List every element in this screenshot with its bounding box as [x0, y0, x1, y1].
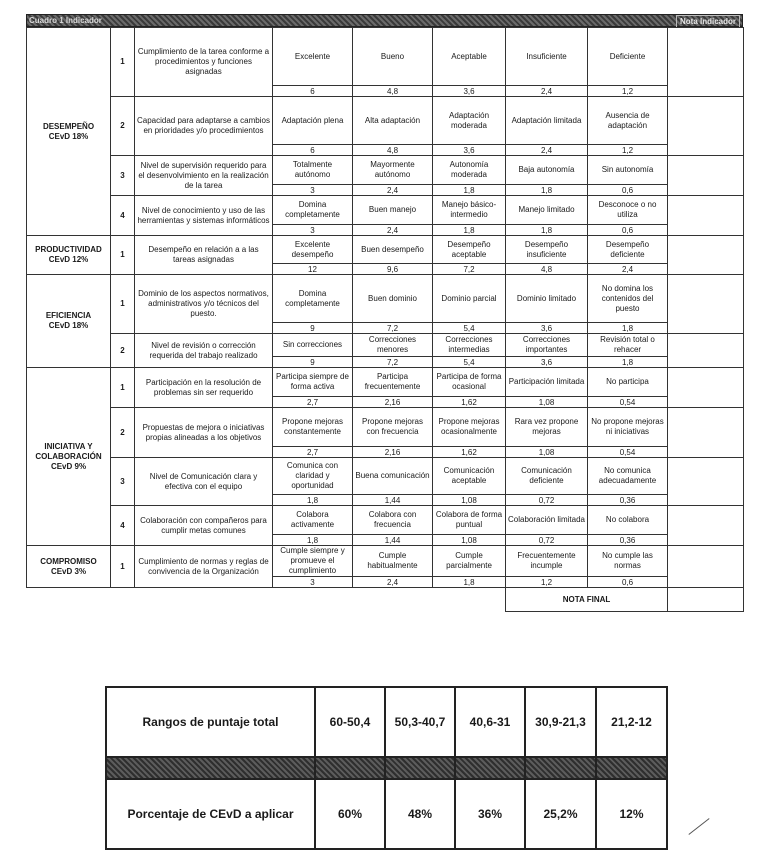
category-cell	[27, 236, 111, 275]
table-header-bar	[26, 14, 743, 27]
category-cell	[27, 368, 111, 546]
level-description: Colabora de forma puntual	[433, 506, 506, 535]
level-description: Aceptable	[433, 28, 506, 86]
level-description: Participa siempre de forma activa	[273, 368, 353, 397]
ranges-label: Rangos de puntaje total	[106, 687, 315, 757]
level-score: 1,8	[588, 357, 668, 368]
criterion-number: 1	[111, 28, 135, 97]
level-description: Manejo básico-intermedio	[433, 196, 506, 225]
criterion-row	[27, 97, 744, 145]
level-description: Mayormente autónomo	[353, 156, 433, 185]
criterion-number: 1	[111, 236, 135, 275]
level-score: 3,6	[433, 145, 506, 156]
level-description: Desempeño insuficiente	[506, 236, 588, 264]
shaded-separator-row	[106, 757, 667, 779]
indicator-score-cell	[668, 458, 744, 506]
criterion-description: Nivel de conocimiento y uso de las herramientas y sistemas informáticos	[135, 196, 273, 236]
level-description: Ausencia de adaptación	[588, 97, 668, 145]
criterion-row	[27, 275, 744, 323]
level-score: 9	[273, 323, 353, 334]
level-score: 1,62	[433, 397, 506, 408]
level-description: Revisión total o rehacer	[588, 334, 668, 357]
level-description: Comunicación aceptable	[433, 458, 506, 495]
level-description: Sin correcciones	[273, 334, 353, 357]
level-score: 5,4	[433, 357, 506, 368]
level-score: 6	[273, 86, 353, 97]
percentage-value: 36%	[455, 779, 525, 849]
criterion-row	[27, 28, 744, 86]
category-weight: CEvD 3%	[50, 566, 87, 576]
criterion-description: Colaboración con compañeros para cumplir metas comunes	[135, 506, 273, 546]
criterion-description: Cumplimiento de la tarea conforme a procedimientos y funciones asignadas	[135, 28, 273, 97]
level-description: Desempeño deficiente	[588, 236, 668, 264]
level-score: 1,08	[433, 535, 506, 546]
level-score: 6	[273, 145, 353, 156]
range-value: 30,9-21,3	[525, 687, 596, 757]
range-value: 40,6-31	[455, 687, 525, 757]
level-score: 0,6	[588, 577, 668, 588]
level-score: 0,6	[588, 185, 668, 196]
level-description: No colabora	[588, 506, 668, 535]
level-score: 1,62	[433, 447, 506, 458]
separator-cell	[106, 757, 315, 779]
criterion-number: 2	[111, 334, 135, 368]
level-score: 3,6	[506, 357, 588, 368]
level-description: Colabora con frecuencia	[353, 506, 433, 535]
level-description: Colabora activamente	[273, 506, 353, 535]
criterion-number: 4	[111, 196, 135, 236]
level-description: Baja autonomía	[506, 156, 588, 185]
level-score: 9	[273, 357, 353, 368]
percentage-value: 48%	[385, 779, 455, 849]
level-score: 9,6	[353, 264, 433, 275]
range-value: 50,3-40,7	[385, 687, 455, 757]
level-score: 2,4	[506, 145, 588, 156]
indicator-score-cell	[668, 334, 744, 368]
level-score: 7,2	[433, 264, 506, 275]
category-name: PRODUCTIVIDAD	[35, 245, 102, 254]
level-description: No domina los contenidos del puesto	[588, 275, 668, 323]
criterion-description: Cumplimiento de normas y reglas de convivencia de la Organización	[135, 546, 273, 588]
score-ranges-table	[105, 686, 668, 850]
level-description: Bueno	[353, 28, 433, 86]
criterion-number: 1	[111, 546, 135, 588]
level-description: Desempeño aceptable	[433, 236, 506, 264]
level-description: Dominio limitado	[506, 275, 588, 323]
criterion-row	[27, 334, 744, 357]
criterion-row	[27, 458, 744, 495]
level-description: Cumple siempre y promueve el cumplimiento	[273, 546, 353, 577]
criterion-row	[27, 196, 744, 225]
level-description: Totalmente autónomo	[273, 156, 353, 185]
indicator-score-cell	[668, 28, 744, 97]
evaluation-table	[26, 27, 744, 612]
criterion-number: 4	[111, 506, 135, 546]
level-description: Correcciones intermedias	[433, 334, 506, 357]
level-score: 4,8	[506, 264, 588, 275]
level-score: 1,8	[433, 577, 506, 588]
level-score: 1,44	[353, 535, 433, 546]
level-score: 3	[273, 225, 353, 236]
level-score: 2,16	[353, 447, 433, 458]
level-score: 1,08	[433, 495, 506, 506]
indicator-score-cell	[668, 368, 744, 408]
level-score: 1,2	[588, 145, 668, 156]
category-name: EFICIENCIA	[45, 311, 92, 320]
separator-cell	[315, 757, 385, 779]
level-score: 0,54	[588, 447, 668, 458]
final-row	[27, 588, 744, 612]
category-weight: CEvD 12%	[48, 255, 89, 264]
range-value: 21,2-12	[596, 687, 667, 757]
criterion-description: Capacidad para adaptarse a cambios en prioridades y/o procedimientos	[135, 97, 273, 156]
criterion-description: Nivel de supervisión requerido para el desenvolvimiento en la realización de la tarea	[135, 156, 273, 196]
level-description: Participación limitada	[506, 368, 588, 397]
indicator-score-cell	[668, 236, 744, 275]
level-description: Autonomía moderada	[433, 156, 506, 185]
criterion-description: Propuestas de mejora o iniciativas propias alineadas a los objetivos	[135, 408, 273, 458]
level-description: Adaptación plena	[273, 97, 353, 145]
level-description: Adaptación moderada	[433, 97, 506, 145]
level-score: 0,72	[506, 495, 588, 506]
level-score: 0,72	[506, 535, 588, 546]
level-score: 1,8	[433, 225, 506, 236]
level-score: 3	[273, 185, 353, 196]
category-weight: CEvD 18%	[48, 321, 89, 330]
criterion-row	[27, 408, 744, 447]
percentage-value: 12%	[596, 779, 667, 849]
level-description: Buen desempeño	[353, 236, 433, 264]
criterion-description: Participación en la resolución de problemas sin ser requerido	[135, 368, 273, 408]
level-score: 7,2	[353, 323, 433, 334]
criterion-row	[27, 368, 744, 397]
level-description: Deficiente	[588, 28, 668, 86]
level-score: 3,6	[506, 323, 588, 334]
level-score: 3	[273, 577, 353, 588]
category-name: DESEMPEÑO	[42, 121, 95, 131]
level-description: Frecuentemente incumple	[506, 546, 588, 577]
percentage-value: 25,2%	[525, 779, 596, 849]
level-score: 2,4	[588, 264, 668, 275]
level-score: 1,8	[506, 185, 588, 196]
criterion-row	[27, 156, 744, 185]
criterion-row	[27, 506, 744, 535]
criterion-number: 2	[111, 97, 135, 156]
level-score: 1,8	[506, 225, 588, 236]
separator-cell	[455, 757, 525, 779]
level-score: 2,4	[353, 225, 433, 236]
level-score: 1,8	[588, 323, 668, 334]
criterion-description: Desempeño en relación a a las tareas asignadas	[135, 236, 273, 275]
level-score: 0,54	[588, 397, 668, 408]
separator-cell	[596, 757, 667, 779]
criterion-description: Nivel de Comunicación clara y efectiva con el equipo	[135, 458, 273, 506]
level-score: 0,36	[588, 535, 668, 546]
level-score: 2,7	[273, 447, 353, 458]
level-description: Desconoce o no utiliza	[588, 196, 668, 225]
separator-cell	[525, 757, 596, 779]
category-name: INICIATIVA Y COLABORACIÓN	[35, 441, 102, 461]
level-score: 3,6	[433, 86, 506, 97]
category-weight: CEvD 9%	[50, 461, 87, 471]
level-score: 2,4	[353, 577, 433, 588]
level-score: 1,08	[506, 447, 588, 458]
criterion-row	[27, 236, 744, 264]
level-score: 2,7	[273, 397, 353, 408]
criterion-number: 1	[111, 368, 135, 408]
level-score: 12	[273, 264, 353, 275]
level-description: No comunica adecuadamente	[588, 458, 668, 495]
range-value: 60-50,4	[315, 687, 385, 757]
criterion-number: 3	[111, 458, 135, 506]
level-score: 0,6	[588, 225, 668, 236]
level-description: No propone mejoras ni iniciativas	[588, 408, 668, 447]
indicator-score-cell	[668, 546, 744, 588]
separator-cell	[385, 757, 455, 779]
level-description: Propone mejoras constantemente	[273, 408, 353, 447]
level-description: Comunica con claridad y oportunidad	[273, 458, 353, 495]
level-description: Comunicación deficiente	[506, 458, 588, 495]
level-description: Domina completamente	[273, 196, 353, 225]
level-score: 1,8	[273, 535, 353, 546]
level-score: 1,2	[506, 577, 588, 588]
category-name: COMPROMISO	[40, 556, 97, 566]
level-description: Buen dominio	[353, 275, 433, 323]
level-description: Dominio parcial	[433, 275, 506, 323]
level-description: Alta adaptación	[353, 97, 433, 145]
indicator-score-cell	[668, 506, 744, 546]
level-description: Propone mejoras ocasionalmente	[433, 408, 506, 447]
level-description: Participa frecuentemente	[353, 368, 433, 397]
criterion-description: Dominio de los aspectos normativos, administrativos y/o técnicos del puesto.	[135, 275, 273, 334]
level-description: Adaptación limitada	[506, 97, 588, 145]
criterion-number: 3	[111, 156, 135, 196]
level-description: Cumple parcialmente	[433, 546, 506, 577]
level-description: Buena comunicación	[353, 458, 433, 495]
level-score: 1,08	[506, 397, 588, 408]
level-score: 1,8	[433, 185, 506, 196]
level-description: Domina completamente	[273, 275, 353, 323]
level-score: 4,8	[353, 86, 433, 97]
level-description: Participa de forma ocasional	[433, 368, 506, 397]
empty-space	[27, 588, 506, 612]
level-description: Correcciones importantes	[506, 334, 588, 357]
level-description: Insuficiente	[506, 28, 588, 86]
indicator-score-cell	[668, 156, 744, 196]
indicator-score-cell	[668, 275, 744, 334]
level-score: 4,8	[353, 145, 433, 156]
indicator-score-cell	[668, 408, 744, 458]
criterion-number: 2	[111, 408, 135, 458]
level-description: Sin autonomía	[588, 156, 668, 185]
level-score: 1,44	[353, 495, 433, 506]
final-grade-value	[668, 588, 744, 612]
level-description: No cumple las normas	[588, 546, 668, 577]
category-cell	[27, 28, 111, 236]
level-description: Excelente desempeño	[273, 236, 353, 264]
level-score: 0,36	[588, 495, 668, 506]
percentage-value: 60%	[315, 779, 385, 849]
header-left-label: Cuadro 1 Indicador	[29, 16, 102, 25]
level-description: Buen manejo	[353, 196, 433, 225]
level-score: 5,4	[433, 323, 506, 334]
category-cell	[27, 546, 111, 588]
category-cell	[27, 275, 111, 368]
level-description: Rara vez propone mejoras	[506, 408, 588, 447]
level-description: Cumple habitualmente	[353, 546, 433, 577]
criterion-row	[27, 546, 744, 577]
level-description: Excelente	[273, 28, 353, 86]
level-description: No participa	[588, 368, 668, 397]
level-score: 2,4	[353, 185, 433, 196]
level-description: Propone mejoras con frecuencia	[353, 408, 433, 447]
level-score: 1,2	[588, 86, 668, 97]
indicator-score-cell	[668, 196, 744, 236]
level-description: Colaboración limitada	[506, 506, 588, 535]
level-description: Manejo limitado	[506, 196, 588, 225]
header-right-label: Nota Indicador	[676, 15, 740, 28]
percentages-label: Porcentaje de CEvD a aplicar	[106, 779, 315, 849]
indicator-score-cell	[668, 97, 744, 156]
level-score: 1,8	[273, 495, 353, 506]
category-weight: CEvD 18%	[48, 131, 89, 141]
final-grade-label: NOTA FINAL	[506, 588, 668, 612]
level-description: Correcciones menores	[353, 334, 433, 357]
level-score: 2,16	[353, 397, 433, 408]
pen-mark	[688, 818, 709, 835]
criterion-description: Nivel de revisión o corrección requerida del trabajo realizado	[135, 334, 273, 368]
level-score: 2,4	[506, 86, 588, 97]
level-score: 7,2	[353, 357, 433, 368]
criterion-number: 1	[111, 275, 135, 334]
